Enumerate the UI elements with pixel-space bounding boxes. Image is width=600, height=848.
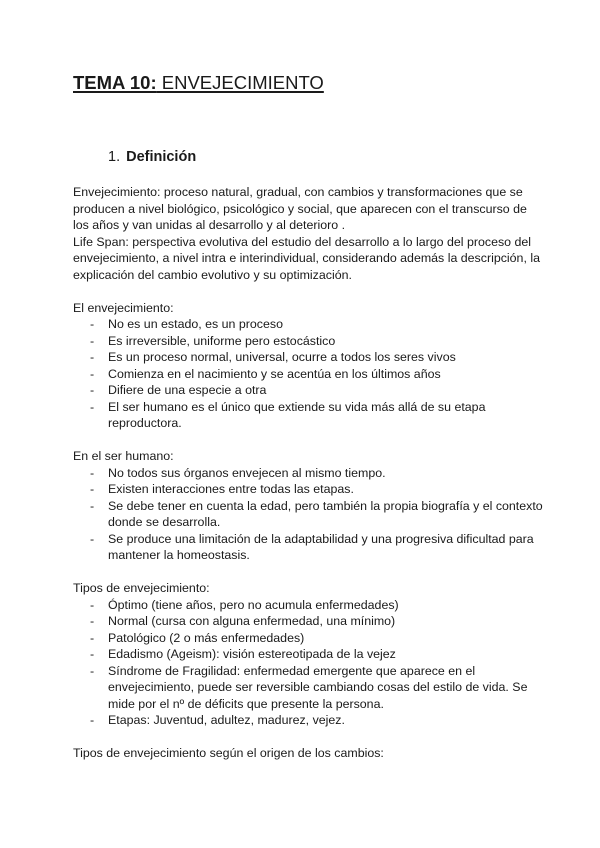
- blank-line: [73, 283, 543, 300]
- section-heading: [108, 148, 196, 166]
- title-prefix: TEMA 10:: [73, 72, 157, 93]
- list-item-text: Es irreversible, uniforme pero estocástico: [108, 333, 336, 348]
- bullet-list-tipos: [73, 597, 543, 729]
- list-item: [73, 712, 543, 729]
- list-heading-tipos: Tipos de envejecimiento:: [73, 581, 210, 595]
- list-heading-ser-humano: En el ser humano:: [73, 449, 174, 463]
- list-item-text: Comienza en el nacimiento y se acentúa en los últimos años: [108, 366, 441, 381]
- section-number: 1.: [108, 149, 121, 165]
- list-item-text: Normal (cursa con alguna enfermedad, una mínimo): [108, 614, 396, 628]
- dash-marker: -: [90, 597, 95, 612]
- dash-marker: -: [90, 317, 95, 331]
- dash-marker: -: [90, 614, 95, 628]
- list-item-text: Es un proceso normal, universal, ocurre a todos los seres vivos: [108, 350, 456, 364]
- dash-marker: -: [90, 531, 95, 546]
- list-item: [73, 333, 543, 350]
- list-item: [73, 366, 543, 383]
- list-item-text: Difiere de una especie a otra: [108, 383, 267, 397]
- list-item: [73, 613, 543, 630]
- list-item: [73, 382, 543, 399]
- dash-marker: -: [90, 465, 95, 480]
- list-item-text: Síndrome de Fragilidad: enfermedad emergente que aparece en el envejecimiento, puede ser reversible cambiando cosas del estilo de vida. Se mide por el nº de déficits que presente la persona.: [108, 663, 528, 711]
- bullet-list-envejecimiento: [73, 316, 543, 432]
- dash-marker: -: [90, 663, 95, 678]
- list-item: [73, 498, 543, 531]
- title-text: ENVEJECIMIENTO: [156, 72, 324, 93]
- list-item: [73, 630, 543, 647]
- lifespan-paragraph: Life Span: perspectiva evolutiva del estudio del desarrollo a lo largo del proceso del envejecimiento, a nivel intra e interindividual, considerando además la descripción, la explicación del cambio evolutivo y su optimización.: [73, 234, 540, 282]
- list-item-text: Óptimo (tiene años, pero no acumula enfermedades): [108, 597, 399, 612]
- dash-marker: -: [90, 383, 95, 397]
- dash-marker: -: [90, 399, 95, 414]
- blank-line: [73, 564, 543, 581]
- list-item: [73, 465, 543, 482]
- list-item: [73, 399, 543, 432]
- dash-marker: -: [90, 366, 95, 381]
- list-item-text: Se produce una limitación de la adaptabilidad y una progresiva dificultad para mantener la homeostasis.: [108, 531, 534, 562]
- document-body: [73, 184, 543, 762]
- list-item-text: Patológico (2 o más enfermedades): [108, 630, 305, 645]
- list-item-text: Edadismo (Ageism): visión estereotipada de la vejez: [108, 647, 396, 661]
- list-item-text: El ser humano es el único que extiende su vida más allá de su etapa reproductora.: [108, 399, 486, 430]
- list-item: [73, 349, 543, 366]
- final-heading: Tipos de envejecimiento según el origen de los cambios:: [73, 746, 384, 760]
- list-item-text: Etapas: Juventud, adultez, madurez, vejez.: [108, 713, 345, 727]
- list-item-text: Se debe tener en cuenta la edad, pero también la propia biografía y el contexto donde se desarrolla.: [108, 498, 543, 529]
- blank-line: [73, 729, 543, 746]
- list-item-text: Existen interacciones entre todas las etapas.: [108, 482, 354, 496]
- document-title: [73, 72, 324, 94]
- list-item: [73, 316, 543, 333]
- list-item: [73, 597, 543, 614]
- list-item-text: No es un estado, es un proceso: [108, 317, 283, 331]
- dash-marker: -: [90, 333, 95, 348]
- list-item: [73, 481, 543, 498]
- list-item-text: No todos sus órganos envejecen al mismo tiempo.: [108, 465, 386, 480]
- section-label: Definición: [126, 149, 197, 165]
- list-item: [73, 663, 543, 713]
- definition-paragraph: Envejecimiento: proceso natural, gradual, con cambios y transformaciones que se producen a nivel biológico, psicológico y social, que aparecen con el transcurso de los años y van unidas al desarrollo y al deterioro .: [73, 185, 527, 232]
- dash-marker: -: [90, 647, 95, 661]
- dash-marker: -: [90, 630, 95, 645]
- dash-marker: -: [90, 482, 95, 496]
- bullet-list-ser-humano: [73, 465, 543, 564]
- dash-marker: -: [90, 498, 95, 513]
- list-heading-envejecimiento: El envejecimiento:: [73, 300, 174, 315]
- dash-marker: -: [90, 713, 95, 727]
- blank-line: [73, 432, 543, 449]
- list-item: [73, 646, 543, 663]
- list-item: [73, 531, 543, 564]
- dash-marker: -: [90, 350, 95, 364]
